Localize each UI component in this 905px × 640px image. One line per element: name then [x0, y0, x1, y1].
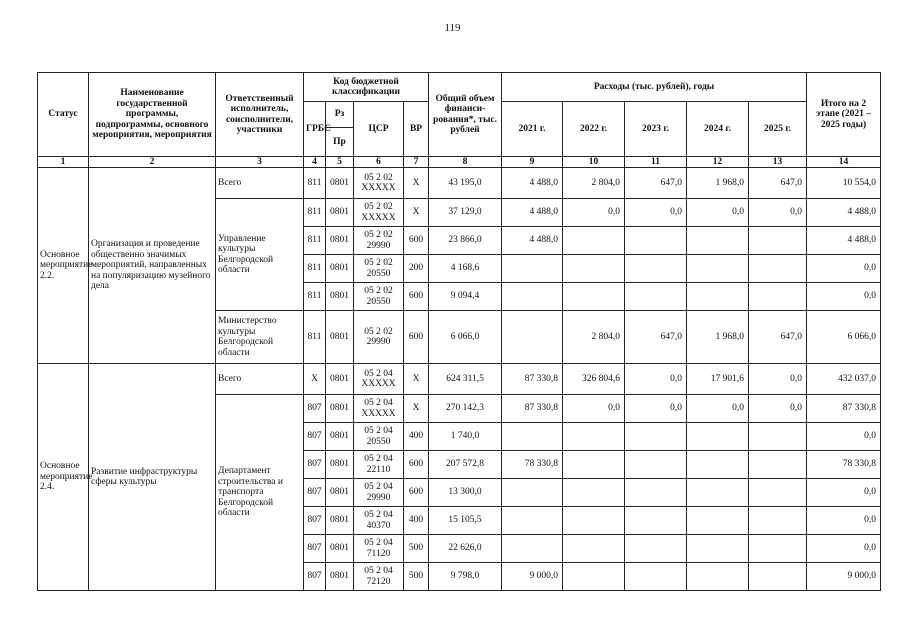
- y2021-cell: 87 330,8: [502, 395, 563, 423]
- y2024-cell: 1 968,0: [687, 311, 749, 364]
- header-csr: ЦСР: [354, 102, 404, 157]
- csr-cell: 05 2 04 40370: [354, 507, 404, 535]
- rzpr-cell: 0801: [326, 535, 354, 563]
- rzpr-cell: 0801: [326, 451, 354, 479]
- y2023-cell: [625, 535, 687, 563]
- measure-name-cell: Развитие инфраструктуры сферы культуры: [89, 364, 216, 591]
- vr-cell: 200: [404, 255, 429, 283]
- col-number: 6: [354, 157, 404, 168]
- y2021-cell: 4 488,0: [502, 227, 563, 255]
- itogo-cell: 4 488,0: [807, 199, 881, 227]
- status-cell: Основное мероприятие 2.2.: [38, 168, 89, 364]
- y2022-cell: [563, 535, 625, 563]
- rzpr-cell: 0801: [326, 507, 354, 535]
- vr-cell: X: [404, 395, 429, 423]
- vr-cell: 400: [404, 507, 429, 535]
- itogo-cell: 0,0: [807, 535, 881, 563]
- y2023-cell: [625, 479, 687, 507]
- header-itogo: Итого на 2 этапе (2021 – 2025 годы): [807, 73, 881, 157]
- column-numbers-row: [38, 157, 881, 168]
- responsible-cell: Всего: [216, 168, 304, 199]
- y2023-cell: 0,0: [625, 199, 687, 227]
- y2022-cell: [563, 423, 625, 451]
- total-cell: 9 798,0: [429, 563, 502, 591]
- header-name: Наименование государственной программы, подпрограммы, основного мероприятия, мероприятия: [89, 73, 216, 157]
- itogo-cell: 6 066,0: [807, 311, 881, 364]
- y2023-cell: [625, 507, 687, 535]
- total-cell: 624 311,5: [429, 364, 502, 395]
- grbs-cell: 811: [304, 283, 326, 311]
- y2025-cell: [749, 535, 807, 563]
- col-number: 1: [38, 157, 89, 168]
- y2021-cell: 4 488,0: [502, 168, 563, 199]
- csr-cell: 05 2 04 XXXXX: [354, 395, 404, 423]
- total-cell: 43 195,0: [429, 168, 502, 199]
- rzpr-cell: 0801: [326, 168, 354, 199]
- y2021-cell: [502, 283, 563, 311]
- grbs-cell: 807: [304, 395, 326, 423]
- rzpr-cell: 0801: [326, 395, 354, 423]
- itogo-cell: 87 330,8: [807, 395, 881, 423]
- csr-cell: 05 2 04 72120: [354, 563, 404, 591]
- total-cell: 207 572,8: [429, 451, 502, 479]
- total-cell: 1 740,0: [429, 423, 502, 451]
- col-number: 12: [687, 157, 749, 168]
- header-rz: Рз: [326, 102, 354, 128]
- y2022-cell: 0,0: [563, 395, 625, 423]
- col-number: 4: [304, 157, 326, 168]
- grbs-cell: 811: [304, 227, 326, 255]
- csr-cell: 05 2 02 29990: [354, 227, 404, 255]
- total-cell: 13 300,0: [429, 479, 502, 507]
- csr-cell: 05 2 02 XXXXX: [354, 168, 404, 199]
- status-cell: Основное мероприятие 2.4.: [38, 364, 89, 591]
- header-expenses: Расходы (тыс. рублей), годы: [502, 73, 807, 102]
- vr-cell: 500: [404, 535, 429, 563]
- itogo-cell: 10 554,0: [807, 168, 881, 199]
- total-cell: 270 142,3: [429, 395, 502, 423]
- y2022-cell: 2 804,0: [563, 168, 625, 199]
- responsible-cell: Департамент строительства и транспорта Белгородской области: [216, 395, 304, 591]
- y2023-cell: 0,0: [625, 395, 687, 423]
- y2024-cell: [687, 535, 749, 563]
- table-row: [38, 168, 881, 199]
- grbs-cell: X: [304, 364, 326, 395]
- itogo-cell: 4 488,0: [807, 227, 881, 255]
- header-vr: ВР: [404, 102, 429, 157]
- y2021-cell: [502, 535, 563, 563]
- y2024-cell: 17 901,6: [687, 364, 749, 395]
- rzpr-cell: 0801: [326, 423, 354, 451]
- grbs-cell: 811: [304, 255, 326, 283]
- y2023-cell: [625, 283, 687, 311]
- total-cell: 22 626,0: [429, 535, 502, 563]
- vr-cell: 600: [404, 479, 429, 507]
- header-responsible: Ответственный исполнитель, соисполнители, участники: [216, 73, 304, 157]
- csr-cell: 05 2 04 71120: [354, 535, 404, 563]
- y2021-cell: 4 488,0: [502, 199, 563, 227]
- itogo-cell: 78 330,8: [807, 451, 881, 479]
- rzpr-cell: 0801: [326, 255, 354, 283]
- y2023-cell: [625, 255, 687, 283]
- responsible-cell: Всего: [216, 364, 304, 395]
- rzpr-cell: 0801: [326, 199, 354, 227]
- y2025-cell: [749, 563, 807, 591]
- y2021-cell: [502, 507, 563, 535]
- y2022-cell: [563, 563, 625, 591]
- col-number: 14: [807, 157, 881, 168]
- rzpr-cell: 0801: [326, 283, 354, 311]
- y2021-cell: 9 000,0: [502, 563, 563, 591]
- grbs-cell: 811: [304, 168, 326, 199]
- vr-cell: 600: [404, 311, 429, 364]
- responsible-cell: Министерство культуры Белгородской области: [216, 311, 304, 364]
- table-header: [38, 73, 881, 168]
- header-budget-code: Код бюджетной классификации: [304, 73, 429, 102]
- grbs-cell: 807: [304, 535, 326, 563]
- y2022-cell: [563, 451, 625, 479]
- y2024-cell: [687, 227, 749, 255]
- header-total: Общий объем финанси-рования*, тыс. рублей: [429, 73, 502, 157]
- itogo-cell: 432 037,0: [807, 364, 881, 395]
- y2023-cell: [625, 451, 687, 479]
- header-2022: 2022 г.: [563, 102, 625, 157]
- y2025-cell: [749, 255, 807, 283]
- itogo-cell: 9 000,0: [807, 563, 881, 591]
- y2025-cell: 0,0: [749, 364, 807, 395]
- y2025-cell: [749, 451, 807, 479]
- csr-cell: 05 2 04 29990: [354, 479, 404, 507]
- csr-cell: 05 2 02 20550: [354, 255, 404, 283]
- grbs-cell: 811: [304, 311, 326, 364]
- header-2021: 2021 г.: [502, 102, 563, 157]
- itogo-cell: 0,0: [807, 423, 881, 451]
- itogo-cell: 0,0: [807, 479, 881, 507]
- csr-cell: 05 2 04 20550: [354, 423, 404, 451]
- y2024-cell: 0,0: [687, 199, 749, 227]
- rzpr-cell: 0801: [326, 364, 354, 395]
- rzpr-cell: 0801: [326, 479, 354, 507]
- y2025-cell: [749, 227, 807, 255]
- y2025-cell: 647,0: [749, 311, 807, 364]
- csr-cell: 05 2 02 29990: [354, 311, 404, 364]
- vr-cell: 500: [404, 563, 429, 591]
- vr-cell: 600: [404, 283, 429, 311]
- y2024-cell: [687, 451, 749, 479]
- header-2024: 2024 г.: [687, 102, 749, 157]
- rzpr-cell: 0801: [326, 227, 354, 255]
- y2024-cell: [687, 479, 749, 507]
- itogo-cell: 0,0: [807, 283, 881, 311]
- vr-cell: X: [404, 199, 429, 227]
- y2021-cell: [502, 479, 563, 507]
- responsible-cell: Управление культуры Белгородской области: [216, 199, 304, 311]
- y2024-cell: [687, 255, 749, 283]
- grbs-cell: 811: [304, 199, 326, 227]
- grbs-cell: 807: [304, 563, 326, 591]
- csr-cell: 05 2 04 22110: [354, 451, 404, 479]
- grbs-cell: 807: [304, 451, 326, 479]
- grbs-cell: 807: [304, 479, 326, 507]
- y2023-cell: 647,0: [625, 311, 687, 364]
- y2025-cell: 647,0: [749, 168, 807, 199]
- y2023-cell: [625, 563, 687, 591]
- col-number: 9: [502, 157, 563, 168]
- grbs-cell: 807: [304, 423, 326, 451]
- y2024-cell: [687, 283, 749, 311]
- total-cell: 37 129,0: [429, 199, 502, 227]
- page-number: 119: [444, 22, 461, 34]
- y2022-cell: [563, 255, 625, 283]
- itogo-cell: 0,0: [807, 255, 881, 283]
- y2021-cell: 78 330,8: [502, 451, 563, 479]
- y2025-cell: [749, 507, 807, 535]
- y2023-cell: [625, 227, 687, 255]
- y2023-cell: 0,0: [625, 364, 687, 395]
- y2023-cell: 647,0: [625, 168, 687, 199]
- vr-cell: X: [404, 364, 429, 395]
- y2021-cell: [502, 311, 563, 364]
- total-cell: 23 866,0: [429, 227, 502, 255]
- y2022-cell: [563, 227, 625, 255]
- y2022-cell: [563, 479, 625, 507]
- itogo-cell: 0,0: [807, 507, 881, 535]
- y2025-cell: 0,0: [749, 395, 807, 423]
- y2024-cell: 1 968,0: [687, 168, 749, 199]
- measure-name-cell: Организация и проведение общественно значимых мероприятий, направленных на популяризацию музейного дела: [89, 168, 216, 364]
- y2025-cell: [749, 479, 807, 507]
- header-2025: 2025 г.: [749, 102, 807, 157]
- col-number: 10: [563, 157, 625, 168]
- rzpr-cell: 0801: [326, 563, 354, 591]
- col-number: 7: [404, 157, 429, 168]
- y2022-cell: 326 804,6: [563, 364, 625, 395]
- y2022-cell: 0,0: [563, 199, 625, 227]
- y2021-cell: [502, 423, 563, 451]
- y2022-cell: [563, 507, 625, 535]
- y2025-cell: 0,0: [749, 199, 807, 227]
- col-number: 8: [429, 157, 502, 168]
- y2025-cell: [749, 423, 807, 451]
- total-cell: 15 105,5: [429, 507, 502, 535]
- vr-cell: 600: [404, 227, 429, 255]
- col-number: 2: [89, 157, 216, 168]
- col-number: 5: [326, 157, 354, 168]
- rzpr-cell: 0801: [326, 311, 354, 364]
- total-cell: 4 168,6: [429, 255, 502, 283]
- y2021-cell: [502, 255, 563, 283]
- header-grbs: ГРБС: [304, 102, 326, 157]
- csr-cell: 05 2 02 20550: [354, 283, 404, 311]
- y2022-cell: 2 804,0: [563, 311, 625, 364]
- grbs-cell: 807: [304, 507, 326, 535]
- y2024-cell: [687, 563, 749, 591]
- csr-cell: 05 2 02 XXXXX: [354, 199, 404, 227]
- csr-cell: 05 2 04 XXXXX: [354, 364, 404, 395]
- total-cell: 6 066,0: [429, 311, 502, 364]
- budget-table: [37, 72, 881, 591]
- col-number: 11: [625, 157, 687, 168]
- total-cell: 9 094,4: [429, 283, 502, 311]
- y2024-cell: 0,0: [687, 395, 749, 423]
- header-status: Статус: [38, 73, 89, 157]
- y2023-cell: [625, 423, 687, 451]
- y2025-cell: [749, 283, 807, 311]
- vr-cell: 600: [404, 451, 429, 479]
- vr-cell: 400: [404, 423, 429, 451]
- col-number: 13: [749, 157, 807, 168]
- header-2023: 2023 г.: [625, 102, 687, 157]
- y2024-cell: [687, 507, 749, 535]
- y2021-cell: 87 330,8: [502, 364, 563, 395]
- vr-cell: X: [404, 168, 429, 199]
- header-pr: Пр: [326, 128, 354, 157]
- y2024-cell: [687, 423, 749, 451]
- col-number: 3: [216, 157, 304, 168]
- y2022-cell: [563, 283, 625, 311]
- table-row: [38, 364, 881, 395]
